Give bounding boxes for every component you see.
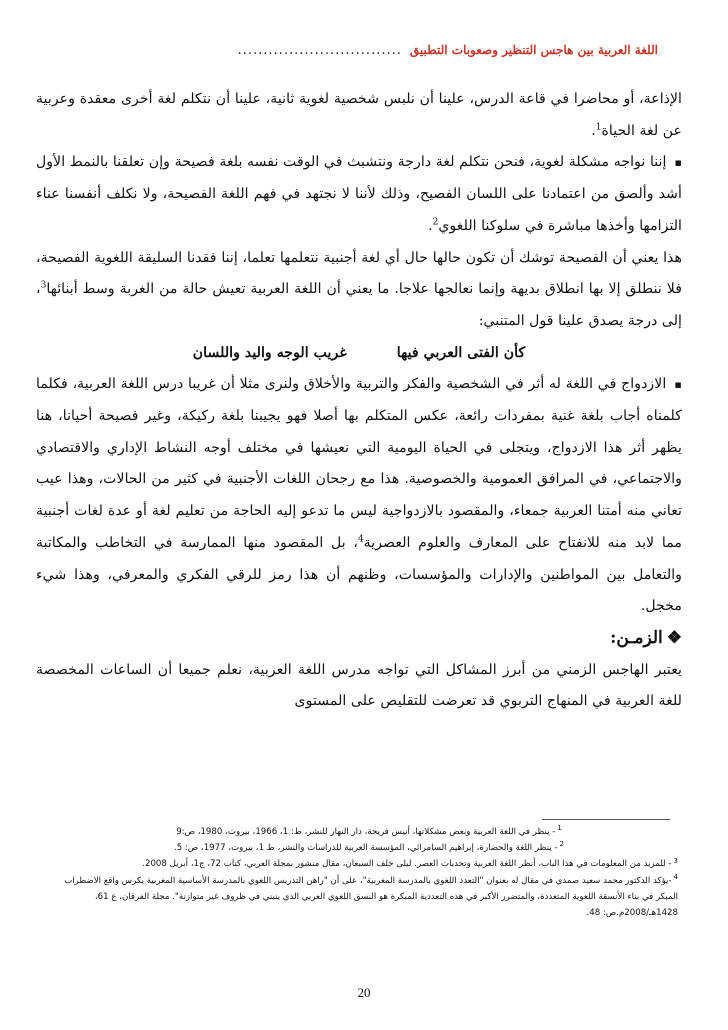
footnote-1-text: - ينظر في اللغة العربية وبعض مشكلاتها، أنيس فريحة، دار النهار للنشر، ط: 1، 1966، بيروت، 1980، ص:9 (176, 827, 556, 837)
footnote-4-text: -يؤكد الدكتور محمد سعيد صمدي في مقال له بعنوان "التعدد اللغوي بالمدرسة المغربية"، على أن "راهن التدريس اللغوي بالمدرسة الأساسية المغربية يكرس واقع الاضطراب المبكر في بناء الأنسقة اللغوية المتعددة، والمتضرر الأكبر في هذه التعددية المبكرة هو النسق اللغوي العربي الذي ينبني في ظروف غير متوازنة". مجلة الفرقان، ع 61، 1428هـ/2008م.ص: 48. (64, 875, 678, 919)
footnote-separator (542, 819, 670, 820)
section-heading (36, 623, 682, 655)
bullet-icon: ▪ (674, 378, 682, 392)
footnote-2-text: - ينظر اللغة والحضارة، إبراهيم السامرائي، المؤسسة العربية للدراسات والنشر، ط 1، بيروت، 1977، ص: 5. (173, 843, 558, 854)
paragraph-4-end: ، بل المقصود منها الممارسة في التخاطب والمكاتبة والتعامل بين المواطنين والإدارات والمؤسسات، وظنهم أن هذا رمز للرقي الفكري والمعرفي، وهذا شيء مخجل. (36, 534, 682, 615)
paragraph-5 (36, 655, 682, 718)
footnote-3-number: 3 (673, 856, 678, 865)
main-text (36, 84, 682, 718)
paragraph-4 (36, 369, 682, 623)
paragraph-3-text: هذا يعني أن الفصيحة توشك أن تكون حالها حال أي لغة أجنبية نتعلمها تعلما، إننا فقدنا السليقة اللغوية الفصيحة، فلا ننطلق إلا بها انطلاق بديهة وإنما نعالجها علاجا. ما يعني أن اللغة العربية تعيش حالة من الغربة وسط أبنائها (36, 249, 682, 298)
footnote-ref-1[interactable]: 1 (595, 121, 602, 132)
footnote-4 (60, 873, 678, 922)
header-title: اللغة العربية بين هاجس التنظير وصعوبات التطبيق (409, 43, 658, 57)
footnote-3-text: - للمزيد من المعلومات في هذا الباب، أنظر اللغة العربية وتحديات العصر. ليلى خلف السبعان، مقال منشور بمجلة العربي، كتاب 72، ج1، أبريل 2008. (142, 859, 672, 870)
running-header (68, 40, 658, 60)
paragraph-4-text: الازدواج في اللغة له أثر في الشخصية والفكر والتربية والأخلاق ولنرى مثلا أن غريبا درس اللغة العربية، فكلما كلمناه أجاب بلغة غنية بمفردات رائعة، عكس المتكلم بها أصلا فهو يجيبنا بلغة ركيكة، وغير فصيحة أحيانا، هنا يظهر أثر هذا الازدواج، ويتجلى في الحياة اليومية التي نعيشها في مختلف أوجه النشاط الإداري والاقتصادي والاجتماعي، في المرافق العمومية والخصوصية. هذا مع رجحان اللغات الأجنبية في كثير من الحالات، وهذا عيب تعاني منه أمتنا العربية جمعاء، والمقصود بالازدواجية ليس ما تدعو إليه الحاجة من تعليم لغة أو عدة لغات أجنبية مما لابد منه للانفتاح على المعارف والعلوم العصرية (36, 376, 683, 551)
footnote-4-number: 4 (673, 872, 678, 881)
footnote-ref-2[interactable]: 2 (432, 217, 439, 228)
header-dotted-leader: ................................ (237, 42, 402, 58)
paragraph-1 (36, 84, 682, 147)
paragraph-3-end: ، إلى درجة يصدق علينا قول المتنبي: (36, 281, 682, 329)
footnote-1 (60, 824, 678, 840)
diamond-bullet-icon: ❖ (666, 627, 682, 648)
footnote-2 (60, 840, 678, 856)
section-title: الزمـن: (610, 627, 663, 648)
poetry-verse (36, 338, 682, 370)
paragraph-5-text: يعتبر الهاجس الزمني من أبرز المشاكل التي تواجه مدرس اللغة العربية، نعلم جميعا أن الساعات المخصصة للغة العربية في المنهاج التربوي قد تعرضت للتقليص على المستوى (36, 661, 682, 710)
paragraph-1-end: . (591, 122, 596, 139)
footnote-ref-4[interactable]: 4 (357, 534, 364, 545)
page-number: 20 (357, 985, 371, 1000)
footnote-ref-3[interactable]: 3 (40, 280, 47, 291)
bullet-icon: ▪ (674, 156, 682, 170)
footnotes (60, 824, 678, 921)
paragraph-1-text: الإذاعة، أو محاضرا في قاعة الدرس، علينا أن نلبس شخصية لغوية ثانية، علينا أن نتكلم لغة أخرى معقدة وعربية عن لغة الحياة (36, 91, 682, 139)
paragraph-2 (36, 147, 682, 242)
paragraph-2-end: . (428, 217, 433, 234)
verse-second-hemistich: غريب الوجه واليد واللسان (192, 344, 347, 361)
paragraph-3 (36, 243, 682, 338)
paragraph-2-text: إننا نواجه مشكلة لغوية، فنحن نتكلم لغة دارجة ونتشبث في الوقت نفسه بلغة فصيحة وإن تعلقنا بالنمط الأول أشد وألصق من اعتمادنا على اللسان الفصيح، وذلك لأننا لا نجتهد في فهم اللغة الفصيحة، ولا نكلف أنفسنا عناء التزامها وأخذها مباشرة في سلوكنا اللغوي (36, 154, 682, 234)
verse-first-hemistich: كأن الفتى العربي فيها (396, 344, 526, 361)
footnote-2-number: 2 (559, 840, 565, 849)
footnote-1-number: 1 (557, 824, 562, 833)
footnote-3 (60, 856, 678, 872)
